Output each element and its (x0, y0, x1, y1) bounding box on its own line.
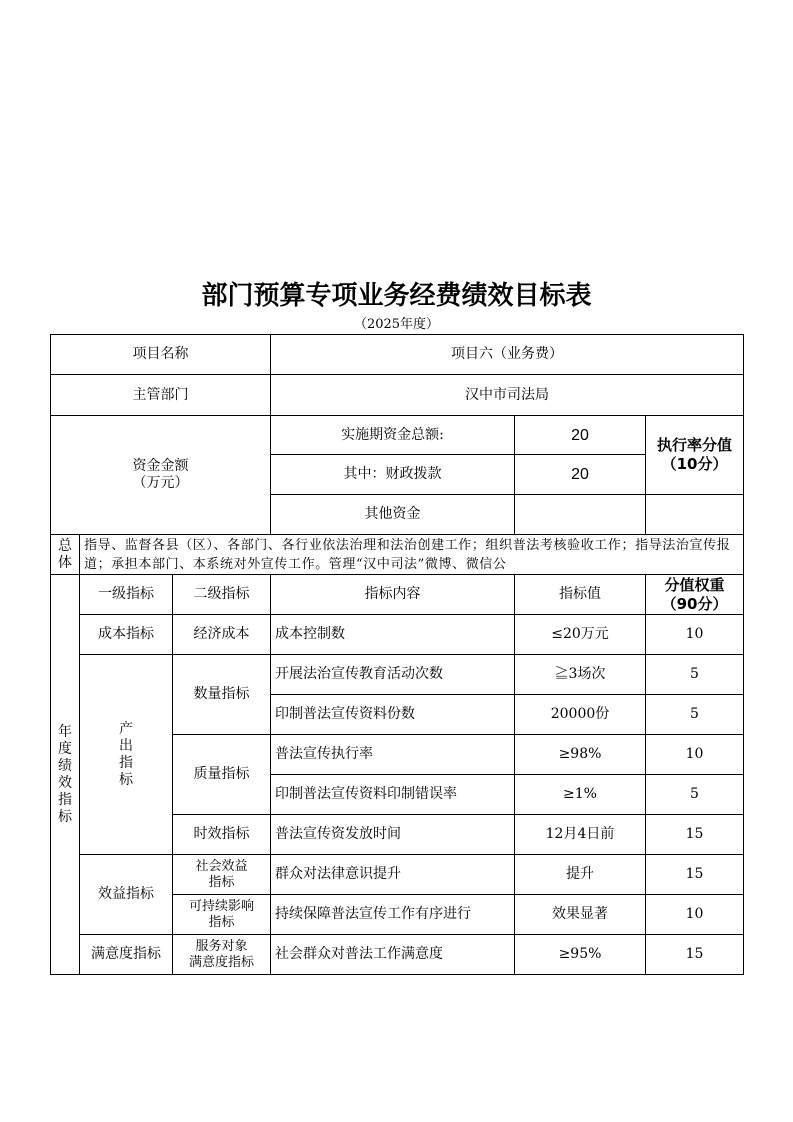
qual1-content: 普法宣传执行率 (271, 735, 515, 775)
other-funds-value (515, 495, 646, 535)
cost-value: ≤20万元 (515, 615, 646, 655)
qty1-value: ≧3场次 (515, 655, 646, 695)
satis-level2: 服务对象 满意度指标 (173, 935, 271, 975)
table-row (51, 575, 744, 615)
table-row (51, 375, 744, 416)
dept-label: 主管部门 (51, 375, 271, 416)
table-row (51, 615, 744, 655)
funds-label (51, 416, 271, 535)
satis-content: 社会群众对普法工作满意度 (271, 935, 515, 975)
exec-rate-label-line2: （10分） (661, 455, 728, 473)
funds-label-line1: 资金金额 (132, 458, 189, 474)
sustain-value: 效果显著 (515, 895, 646, 935)
header-level1: 一级指标 (80, 575, 173, 615)
cost-level1: 成本指标 (80, 615, 173, 655)
qty-level2: 数量指标 (173, 655, 271, 735)
qual1-weight: 10 (646, 735, 744, 775)
header-content: 指标内容 (271, 575, 515, 615)
qty2-value: 20000份 (515, 695, 646, 735)
table-row (51, 655, 744, 695)
performance-table (50, 334, 744, 975)
output-level1: 产 出 指 标 (80, 655, 173, 855)
exec-rate-score (646, 416, 744, 495)
satis-value: ≥95% (515, 935, 646, 975)
table-row (51, 935, 744, 975)
dept-value: 汉中市司法局 (271, 375, 744, 416)
funds-label-line2: （万元） (132, 475, 189, 491)
exec-rate-label-line1: 执行率分值 (657, 436, 733, 454)
social-level2: 社会效益 指标 (173, 855, 271, 895)
qty2-content: 印制普法宣传资料份数 (271, 695, 515, 735)
qual-level2: 质量指标 (173, 735, 271, 815)
cost-level2: 经济成本 (173, 615, 271, 655)
qty1-content: 开展法治宣传教育活动次数 (271, 655, 515, 695)
page-subtitle: （2025年度） (353, 317, 440, 332)
summary-label: 总 体 (51, 535, 80, 575)
other-funds-exec (646, 495, 744, 535)
fiscal-funds-value: 20 (515, 455, 646, 495)
social-content: 群众对法律意识提升 (271, 855, 515, 895)
fiscal-funds-label: 其中：财政拨款 (271, 455, 515, 495)
time-weight: 15 (646, 815, 744, 855)
header-level2: 二级指标 (173, 575, 271, 615)
satis-level1: 满意度指标 (80, 935, 173, 975)
annual-indicator-label: 年 度 绩 效 指 标 (51, 575, 80, 975)
time-level2: 时效指标 (173, 815, 271, 855)
total-funds-label: 实施期资金总额: (271, 416, 515, 455)
page-title: 部门预算专项业务经费绩效目标表 (201, 281, 592, 311)
social-weight: 15 (646, 855, 744, 895)
project-name-value: 项目六（业务费） (271, 335, 744, 375)
table-row (51, 535, 744, 575)
summary-text: 指导、监督各县（区）、各部门、各行业依法治理和法治创建工作；组织普法考核验收工作；指导法治宣传报道；承担本部门、本系统对外宣传工作。管理“汉中司法”微博、微信公 (80, 535, 744, 575)
sustain-content: 持续保障普法宣传工作有序进行 (271, 895, 515, 935)
cost-weight: 10 (646, 615, 744, 655)
social-value: 提升 (515, 855, 646, 895)
qual2-value: ≥1% (515, 775, 646, 815)
time-content: 普法宣传资发放时间 (271, 815, 515, 855)
qual2-content: 印制普法宣传资料印制错误率 (271, 775, 515, 815)
sustain-level2: 可持续影响 指标 (173, 895, 271, 935)
table-row (51, 335, 744, 375)
qual2-weight: 5 (646, 775, 744, 815)
sustain-weight: 10 (646, 895, 744, 935)
qty1-weight: 5 (646, 655, 744, 695)
qual1-value: ≥98% (515, 735, 646, 775)
satis-weight: 15 (646, 935, 744, 975)
benefit-level1: 效益指标 (80, 855, 173, 935)
qty2-weight: 5 (646, 695, 744, 735)
other-funds-label: 其他资金 (271, 495, 515, 535)
table-row (51, 855, 744, 895)
table-row (51, 416, 744, 455)
cost-content: 成本控制数 (271, 615, 515, 655)
header-weight: 分值权重 （90分） (646, 575, 744, 615)
header-value: 指标值 (515, 575, 646, 615)
project-name-label: 项目名称 (51, 335, 271, 375)
total-funds-value: 20 (515, 416, 646, 455)
time-value: 12月4日前 (515, 815, 646, 855)
